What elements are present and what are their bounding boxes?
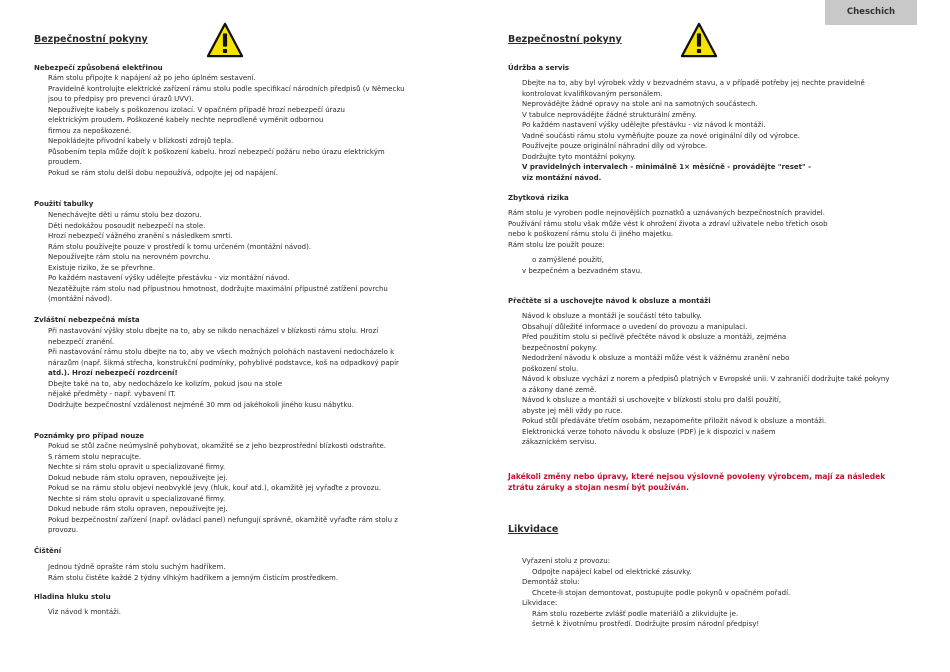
text-line: Existuje riziko, že se převrhne. <box>48 263 155 272</box>
text-line: Dbejte na to, aby byl výrobek vždy v bezvadném stavu, a v případě potřeby jej nechte pravidelně <box>522 79 865 87</box>
text-line: proudem. <box>48 158 82 166</box>
text-line: Dokud nebude rám stolu opraven, nepoužívejte jej. <box>48 505 228 513</box>
text-line: Nechte si rám stolu opravit u specializované firmy. <box>48 494 226 503</box>
section-body <box>34 607 434 618</box>
text-line: Rám stolu je vyroben podle nejnovějších poznatků a uznávaných bezpečnostních pravidel. <box>508 209 825 217</box>
text-line: abyste jej měli vždy po ruce. <box>522 406 623 415</box>
section-title: Hladina hluku stolu <box>34 593 111 601</box>
text-line: Používejte pouze originální náhradní díly od výrobce. <box>522 142 708 150</box>
text-line: Elektronická verze tohoto návodu k obsluze (PDF) je k dispozici v našem <box>522 427 776 436</box>
disposal-heading: Likvidace <box>508 524 559 535</box>
section-body <box>34 326 434 410</box>
text-line: Pokud se stůl začne neúmyslně pohybovat, okamžitě se z jeho bezprostřední blízkosti odstraňte. <box>48 442 387 450</box>
text-line: Nepoužívejte kabely s poškozenou izolací. V opačném případě hrozí nebezpečí úrazu <box>48 105 345 114</box>
page-title: Bezpečnostní pokyny <box>508 34 622 45</box>
warning-icon <box>680 22 718 58</box>
text-line: zákaznickém servisu. <box>522 438 597 446</box>
disposal-body <box>508 556 912 630</box>
section-body <box>508 78 912 183</box>
text-line: Likvidace: <box>522 599 558 607</box>
section-body <box>34 441 434 536</box>
text-line: Návod k obsluze vychází z norem a předpisů platných v Evropské unii. V zahraničí dodržujte také pokyny <box>522 375 890 383</box>
text-line: Dodržujte tyto montážní pokyny. <box>522 152 636 161</box>
text-line: Dbejte také na to, aby nedocházelo ke kolizím, pokud jsou na stole <box>48 379 283 388</box>
text-line: Nedodržení návodu k obsluze a montáži může vést k vážnému zranění nebo <box>522 354 790 362</box>
text-line: Odpojte napájecí kabel od elektrické zásuvky. <box>532 567 692 576</box>
text-line: Děti nedokážou posoudit nebezpečí na stole. <box>48 221 206 230</box>
text-line: Nepokládejte přívodní kabely v blízkosti zdrojů tepla. <box>48 137 234 145</box>
text-line: Nechte si rám stolu opravit u specializované firmy. <box>48 463 226 471</box>
text-line: Viz návod k montáži. <box>48 608 121 616</box>
text-line: Nepoužívejte rám stolu na nerovném povrchu. <box>48 253 211 261</box>
text-line: Vadné součásti rámu stolu vyměňujte pouze za nové originální díly od výrobce. <box>522 131 800 140</box>
text-line: Pokud bezpečnostní zařízení (např. ovládací panel) nefungují správně, okamžitě vyřaďte rám stolu z <box>48 515 398 524</box>
text-line: Před použitím stolu si pečlivě přečtěte návod k obsluze a montáži, zejména <box>522 333 787 341</box>
section-body <box>34 73 434 178</box>
section-title: Zbytková rizika <box>508 194 569 202</box>
text-line: Návod k obsluze a montáži je součástí této tabulky. <box>522 312 702 320</box>
text-line: Rám stolu připojte k napájení až po jeho úplném sestavení. <box>48 74 256 82</box>
text-line: Při nastavování rámu stolu dbejte na to, aby ve všech možných polohách nastavení nedocházelo k <box>48 348 395 356</box>
text-line: Vyřazení stolu z provozu: <box>522 557 611 565</box>
section-title: Čištění <box>34 547 62 555</box>
text-line: Působením tepla může dojít k poškození kabelu. hrozí nebezpečí požáru nebo úrazu elektrickým <box>48 147 385 156</box>
text-line: Rám stolu používejte pouze v prostředí k tomu určeném (montážní návod). <box>48 242 312 251</box>
section-body <box>34 210 434 305</box>
text-line: V tabulce neprovádějte žádné strukturální změny. <box>522 110 697 119</box>
language-tab[interactable]: Cheschich <box>825 0 917 25</box>
text-line: o zamýšlené použití, <box>532 256 604 264</box>
section-title: Údržba a servis <box>508 64 570 72</box>
text-line: Po každém nastavení výšky udělejte přestávku - viz návod k montáži. <box>522 121 766 129</box>
section-title: Použití tabulky <box>34 200 94 208</box>
text-line: Návod k obsluze a montáži si uschovejte v blízkosti stolu pro další použití, <box>522 396 782 404</box>
text-line: Neprovádějte žádné opravy na stole ani na samotných součástech. <box>522 100 758 108</box>
text-line: Rám stolu lze použít pouze: <box>508 240 605 249</box>
text-line: S rámem stolu nepracujte. <box>48 452 142 461</box>
text-line: bezpečnostní pokyny. <box>522 343 598 352</box>
text-line: Pravidelně kontrolujte elektrické zařízení rámu stolu podle specifikací národních předpisů (v Německu <box>48 84 405 93</box>
text-line: Dokud nebude rám stolu opraven, nepoužívejte jej. <box>48 473 228 482</box>
text-line: provozu. <box>48 526 79 534</box>
text-line: Pokud stůl předáváte třetím osobám, nezapomeňte přiložit návod k obsluze a montáži. <box>522 417 827 425</box>
warning-icon <box>206 22 244 58</box>
section-body <box>508 311 912 448</box>
text-line: Rám stolu rozeberte zvlášť podle materiálů a zlikvidujte je. <box>532 609 739 618</box>
text-line: (montážní návod). <box>48 295 113 303</box>
text-line: elektrickým proudem. Poškozené kabely nechte neprodleně vyměnit odbornou <box>48 116 324 124</box>
text-line: V pravidelných intervalech - minimálně 1× měsíčně - provádějte "reset" - <box>522 163 811 171</box>
text-line: Při nastavování výšky stolu dbejte na to, aby se nikdo nenacházel v blízkosti rámu stolu. Hrozí <box>48 327 379 335</box>
text-line: nárazům (např. šikmá střecha, konstrukční podmínky, pohyblivé podstavce, koš na odpadkový papír <box>48 358 399 367</box>
text-line: Nezatěžujte rám stolu nad přípustnou hmotnost, dodržujte maximální přípustné zatížení povrchu <box>48 284 388 293</box>
text-line: nebo k poškození rámu stolu či jiného majetku. <box>508 230 674 238</box>
text-line: nebezpečí zranění. <box>48 337 115 346</box>
text-line: Hrozí nebezpečí vážného zranění s následkem smrti. <box>48 232 233 240</box>
section-body <box>34 562 434 583</box>
text-line: Pokud se na rámu stolu objeví neobvyklé jevy (hluk, kouř atd.), okamžitě jej vyřaďte z provozu. <box>48 484 382 492</box>
text-line: a zákony dané země. <box>522 385 597 394</box>
section-title: Nebezpečí způsobená elektřinou <box>34 64 163 72</box>
text-line: Obsahují důležité informace o uvedení do provozu a manipulaci. <box>522 322 748 331</box>
text-line: šetrně k životnímu prostředí. Dodržujte prosím národní předpisy! <box>532 620 760 628</box>
text-line: poškození stolu. <box>522 364 579 373</box>
text-line: Rám stolu čistěte každé 2 týdny vlhkým hadříkem a jemným čisticím prostředkem. <box>48 573 339 582</box>
text-line: Chcete-li stojan demontovat, postupujte podle pokynů v opačném pořadí. <box>532 588 791 597</box>
text-line: Demontáž stolu: <box>522 578 580 586</box>
section-title: Poznámky pro případ nouze <box>34 432 145 440</box>
section-title: Přečtěte si a uschovejte návod k obsluze a montáži <box>508 297 711 305</box>
text-line: firmou za nepoškozené. <box>48 126 132 135</box>
text-line: Používání rámu stolu však může vést k ohrožení života a zdraví uživatele nebo třetích osob <box>508 219 828 228</box>
text-line: Jednou týdně oprašte rám stolu suchým hadříkem. <box>48 563 226 571</box>
page-title: Bezpečnostní pokyny <box>34 34 148 45</box>
text-line: kontrolovat kvalifikovaným personálem. <box>522 89 663 98</box>
text-line: Dodržujte bezpečnostní vzdálenost nejméně 30 mm od jakéhokoli jiného kusu nábytku. <box>48 400 354 409</box>
text-line: Pokud se rám stolu delší dobu nepoužívá, odpojte jej od napájení. <box>48 168 278 177</box>
warranty-warning: Jakékoli změny nebo úpravy, které nejsou výslovně povoleny výrobcem, mají za následek ztrátu záruky a stojan nesmí být používán. <box>508 472 886 492</box>
text-line: v bezpečném a bezvadném stavu. <box>522 266 643 275</box>
text-line: atd.). Hrozí nebezpečí rozdrcení! <box>48 369 178 377</box>
text-line: viz montážní návod. <box>522 173 602 182</box>
text-line: nějaké předměty - např. vybavení IT. <box>48 390 176 398</box>
section-body <box>508 208 912 276</box>
text-line: jsou to předpisy pro prevenci úrazů UVV). <box>48 95 194 103</box>
section-title: Zvláštní nebezpečná místa <box>34 316 140 324</box>
text-line: Nenechávejte děti u rámu stolu bez dozoru. <box>48 211 202 219</box>
text-line: Po každém nastavení výšky udělejte přestávku - viz montážní návod. <box>48 274 290 282</box>
